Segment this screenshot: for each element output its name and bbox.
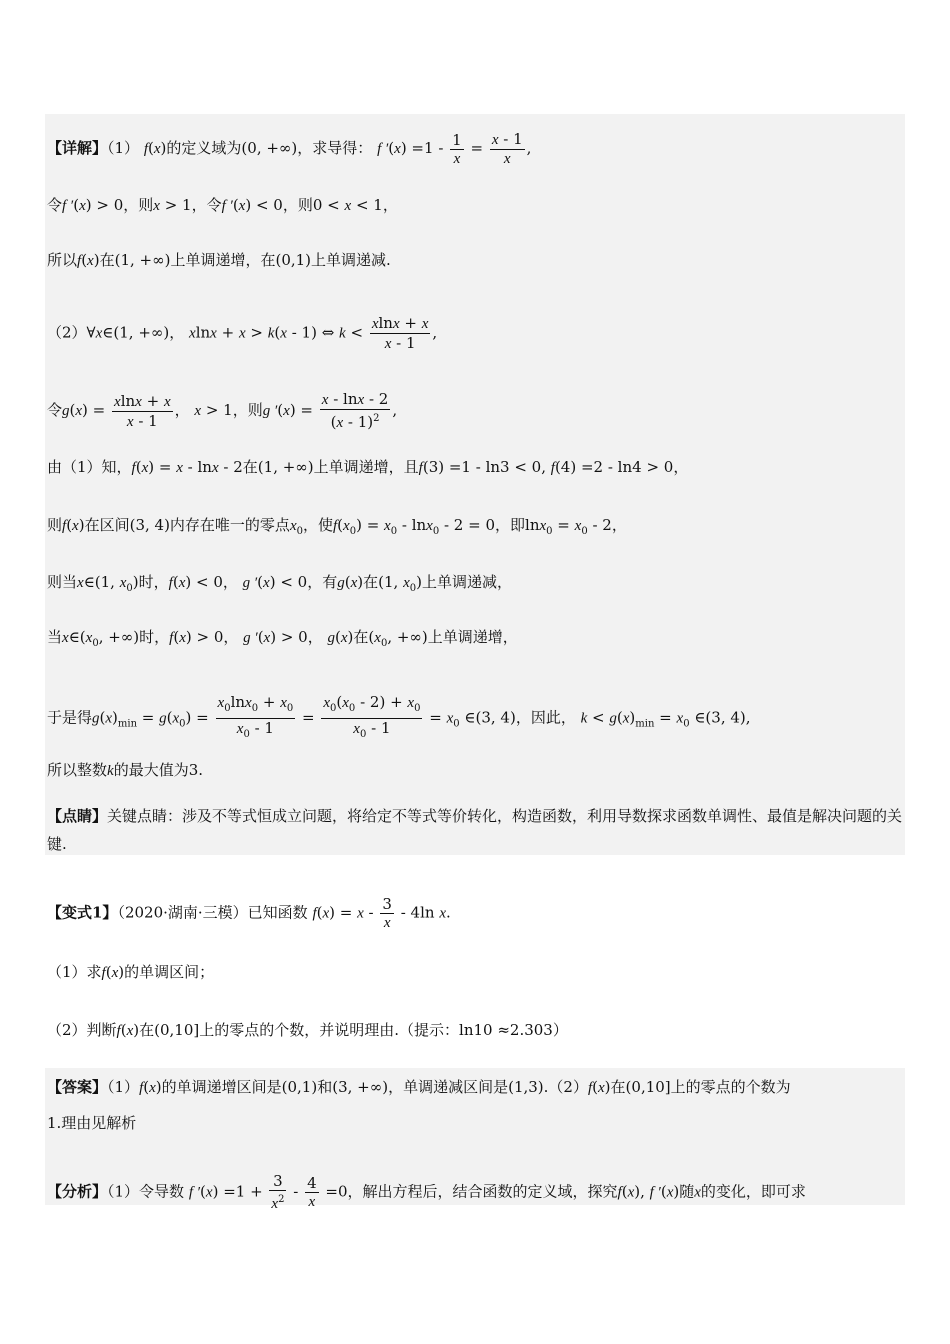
detail-line-6: 由（1）知，f(x) = x - lnx - 2在(1, +∞)上单调递增，且f(3) =1 - ln3 < 0, f(4) =2 - ln4 > 0，	[47, 458, 689, 476]
detail-line-10: 于是得$g(x)_{min} = g(x_0)$ = $\frac{x_0\ln x_0 + x_0}{x_0 - 1}$ = $\frac{x_0(x_0 - 2) + x_0}{x_0 - 1}$ = $x_0$ ∈(3, 4)，因此， $k < g(x)_{min} = x_0$ ∈(3, 4),	[47, 693, 751, 744]
fraction: $\frac{xlnx + x}{x - 1}$	[114, 391, 171, 430]
detail-line-3: 所以f(x)在(1, +∞)上单调递增，在(0,1)上单调递减.	[47, 251, 391, 269]
fraction: $\frac{3}{x}$	[382, 895, 392, 931]
variant-title: 【变式1】（2020·湖南·三模）已知函数 f(x) = x - $\frac{3}{x}$ - 4ln x.	[47, 895, 451, 931]
fraction: $\frac{x_0(x_0 - 2) + x_0}{x_0 - 1}$	[323, 693, 421, 740]
analysis-line-1: 【分析】（1）令导数 f ′(x) =1 + $\frac{3}{x^2}$ - $\frac{4}{x}$ =0，解出方程后，结合函数的定义域，探究f(x), f ′(x)随x的变化，即可求	[47, 1172, 806, 1212]
formula: f ′	[377, 141, 389, 157]
point-paragraph: 【点睛】关键点睛：涉及不等式恒成立问题，将给定不等式等价转化，构造函数，利用导数探求函数单调性、最值是解决问题的关键.	[47, 807, 903, 853]
variant-tag: 【变式1】	[47, 903, 118, 922]
analysis-tag: 【分析】	[47, 1182, 108, 1201]
answer-line-1: 【答案】（1）f(x)的单调递增区间是(0,1)和(3, +∞)，单调递减区间是(1,3).（2）f(x)在(0,10]上的零点的个数为	[47, 1078, 791, 1096]
fraction: $\frac{1}{x}$	[452, 130, 462, 167]
fraction: $\frac{3}{x^2}$	[271, 1172, 285, 1212]
fraction: $\frac{xlnx + x}{x - 1}$	[371, 314, 429, 352]
detail-line-2: 令f ′(x) > 0，则x > 1，令f ′(x) < 0，则0 < x < 1，	[47, 196, 398, 214]
variant-question-2: （2）判断f(x)在(0,10]上的零点的个数，并说明理由.（提示：ln10 ≈2.303）	[47, 1021, 568, 1039]
detail-line-8: 则当x∈(1, $x_0$)时，f(x) < 0， g ′(x) < 0，有g(x)在(1, $x_0$)上单调递减，	[47, 573, 512, 594]
detail-line-7: 则f(x)在区间(3, 4)内存在唯一的零点$x_0$，使$f(x_0) = x_0 - \ln x_0 - 2 = 0$，即$\ln x_0 = x_0 - 2$，	[47, 516, 627, 537]
fraction: $\frac{x - \ln x - 2}{(x - 1)^2}$	[321, 390, 389, 431]
variant-question-1: （1）求f(x)的单调区间；	[47, 963, 215, 981]
fraction: $\frac{x_0\ln x_0 + x_0}{x_0 - 1}$	[217, 693, 294, 740]
point-tag: 【点睛】	[47, 807, 108, 825]
formula: f	[143, 141, 149, 157]
fraction: $\frac{x - 1}{x}$	[491, 130, 523, 167]
detail-tag: 【详解】	[47, 139, 108, 157]
detail-line-11: 所以整数k的最大值为3.	[47, 761, 203, 779]
answer-line-2: 1.理由见解析	[47, 1114, 137, 1132]
detail-line-9: 当$x\in(x_0$, +∞)时，f(x) > 0， g ′(x) > 0， g(x)在($x_0$, +∞)上单调递增，	[47, 628, 518, 649]
answer-tag: 【答案】	[47, 1078, 108, 1096]
detail-line-5: 令g(x) = $\frac{xlnx + x}{x - 1}$ ， x > 1，则g ′(x) = $\frac{x - \ln x - 2}{(x - 1)^2}$ ,	[47, 390, 398, 431]
detail-line-1: 【详解】（1） f(x)的定义域为(0, +∞)，求导得： f ′(x) =1 - $\frac{1}{x}$ = $\frac{x - 1}{x}$ ,	[47, 130, 532, 167]
formula: (0, +∞)	[241, 139, 298, 157]
detail-line-4: （2）∀x∈(1, +∞)， xlnx + x > k(x - 1) ⇔ k < $\frac{xlnx + x}{x - 1}$ ,	[47, 314, 438, 352]
fraction: $\frac{4}{x}$	[307, 1174, 317, 1210]
